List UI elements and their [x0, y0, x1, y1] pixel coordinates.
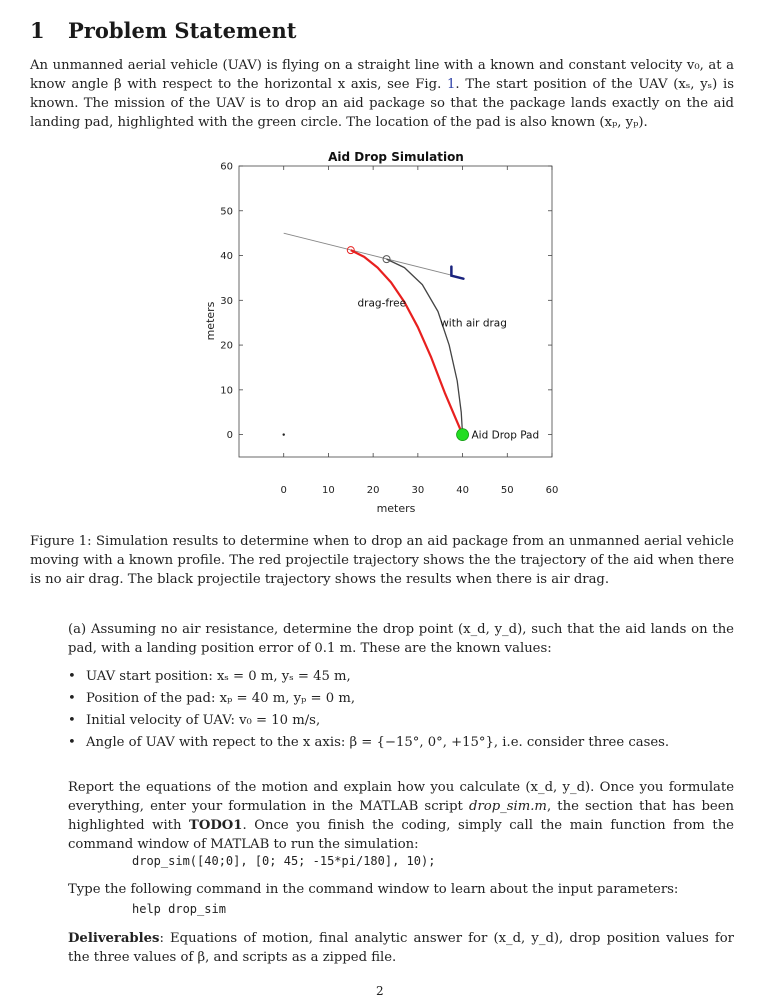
report-paragraph [68, 778, 734, 854]
page-number: 2 [376, 984, 384, 998]
list-item: • Initial velocity of UAV: v₀ = 10 m/s, [86, 710, 669, 732]
script-name: drop_sim.m [469, 799, 547, 814]
report-text-1: Report the equations of the motion and explain how you calculate (x_d, y_d). Once you formulate everything, enter your formulation in the MATLAB script [68, 780, 734, 814]
list-item: • UAV start position: xₛ = 0 m, yₛ = 45 m, [86, 666, 669, 688]
list-item: • Position of the pad: xₚ = 40 m, yₚ = 0 m, [86, 688, 669, 710]
todo-label: TODO1 [189, 818, 243, 833]
help-instruction: Type the following command in the command window to learn about the input parameters: [68, 882, 679, 897]
y-tick-label: 10 [220, 385, 233, 397]
deliverables-text: : Equations of motion, final analytic answer for (x_d, y_d), drop position values for the three values of β, and scripts as a zipped file. [68, 931, 734, 965]
figure-caption-text: Simulation results to determine when to drop an aid package from an unmanned aerial vehicle moving with a known profile. The red projectile trajectory shows the the trajectory of the aid when there is no air drag. The black projectile trajectory shows the results when there is air drag. [30, 534, 734, 587]
start-point-dot [283, 433, 285, 435]
code-help-command: help drop_sim [132, 902, 226, 916]
chart-annotation: with air drag [440, 317, 507, 330]
intro-paragraph [30, 56, 734, 132]
figure-caption [30, 532, 734, 589]
series-line-drag-free [351, 250, 463, 434]
y-axis-label: meters [204, 301, 217, 341]
x-tick-label: 20 [366, 485, 380, 496]
plot-area-frame [239, 166, 552, 457]
aid-drop-chart [190, 146, 570, 526]
intro-text-1: An unmanned aerial vehicle (UAV) is flying on a straight line with a known and constant velocity v₀, at a know angle β with respect to the horizontal x axis, see Fig. [30, 58, 734, 92]
series-line-UAV-path [284, 233, 463, 278]
y-tick-label: 40 [220, 251, 233, 263]
x-tick-label: 60 [545, 485, 559, 496]
chart-annotation: Aid Drop Pad [471, 429, 540, 442]
y-tick-label: 60 [220, 161, 233, 173]
uav-marker [451, 267, 463, 279]
figure-reference-link[interactable]: 1 [447, 77, 456, 92]
code-run-simulation: drop_sim([40;0], [0; 45; -15*pi/180], 10); [132, 854, 436, 868]
chart-annotation: drag-free [357, 297, 407, 310]
section-number: 1 [30, 18, 45, 43]
report-text-2: , the section that has been highlighted with [68, 799, 735, 833]
y-tick-label: 50 [220, 206, 233, 218]
aid-drop-figure [190, 146, 570, 526]
aid-drop-pad-marker [457, 429, 469, 441]
x-tick-label: 10 [322, 485, 335, 496]
section-title: Problem Statement [68, 18, 297, 43]
deliverables-label: Deliverables [68, 931, 160, 946]
x-tick-label: 30 [411, 485, 425, 496]
list-item: • Angle of UAV with repect to the x axis: β = {−15°, 0°, +15°}, i.e. consider three cases. [86, 732, 669, 754]
x-axis-label: meters [376, 502, 416, 515]
y-tick-label: 0 [226, 430, 233, 442]
chart-title: Aid Drop Simulation [328, 150, 464, 164]
report-text-3: . Once you finish the coding, simply call the main function from the command window of MATLAB to run the simulation: [68, 818, 734, 852]
x-tick-label: 40 [456, 485, 469, 496]
x-tick-label: 50 [500, 485, 514, 496]
x-tick-label: 0 [280, 485, 287, 496]
part-a-intro: (a) Assuming no air resistance, determine the drop point (x_d, y_d), such that the aid lands on the pad, with a landing position error of 0.1 m. These are the known values: [68, 622, 734, 656]
y-tick-label: 30 [220, 295, 233, 307]
figure-label: Figure 1: [30, 534, 92, 549]
intro-text-2: . The start position of the UAV (xₛ, yₛ) is known. The mission of the UAV is to drop an aid package so that the package lands exactly on the aid landing pad, highlighted with the green circle. The location of the pad is also known (xₚ, yₚ). [30, 77, 734, 130]
y-tick-label: 20 [220, 340, 233, 352]
deliverables-paragraph [68, 929, 734, 967]
known-values-list [86, 666, 669, 754]
section-heading [30, 18, 297, 43]
